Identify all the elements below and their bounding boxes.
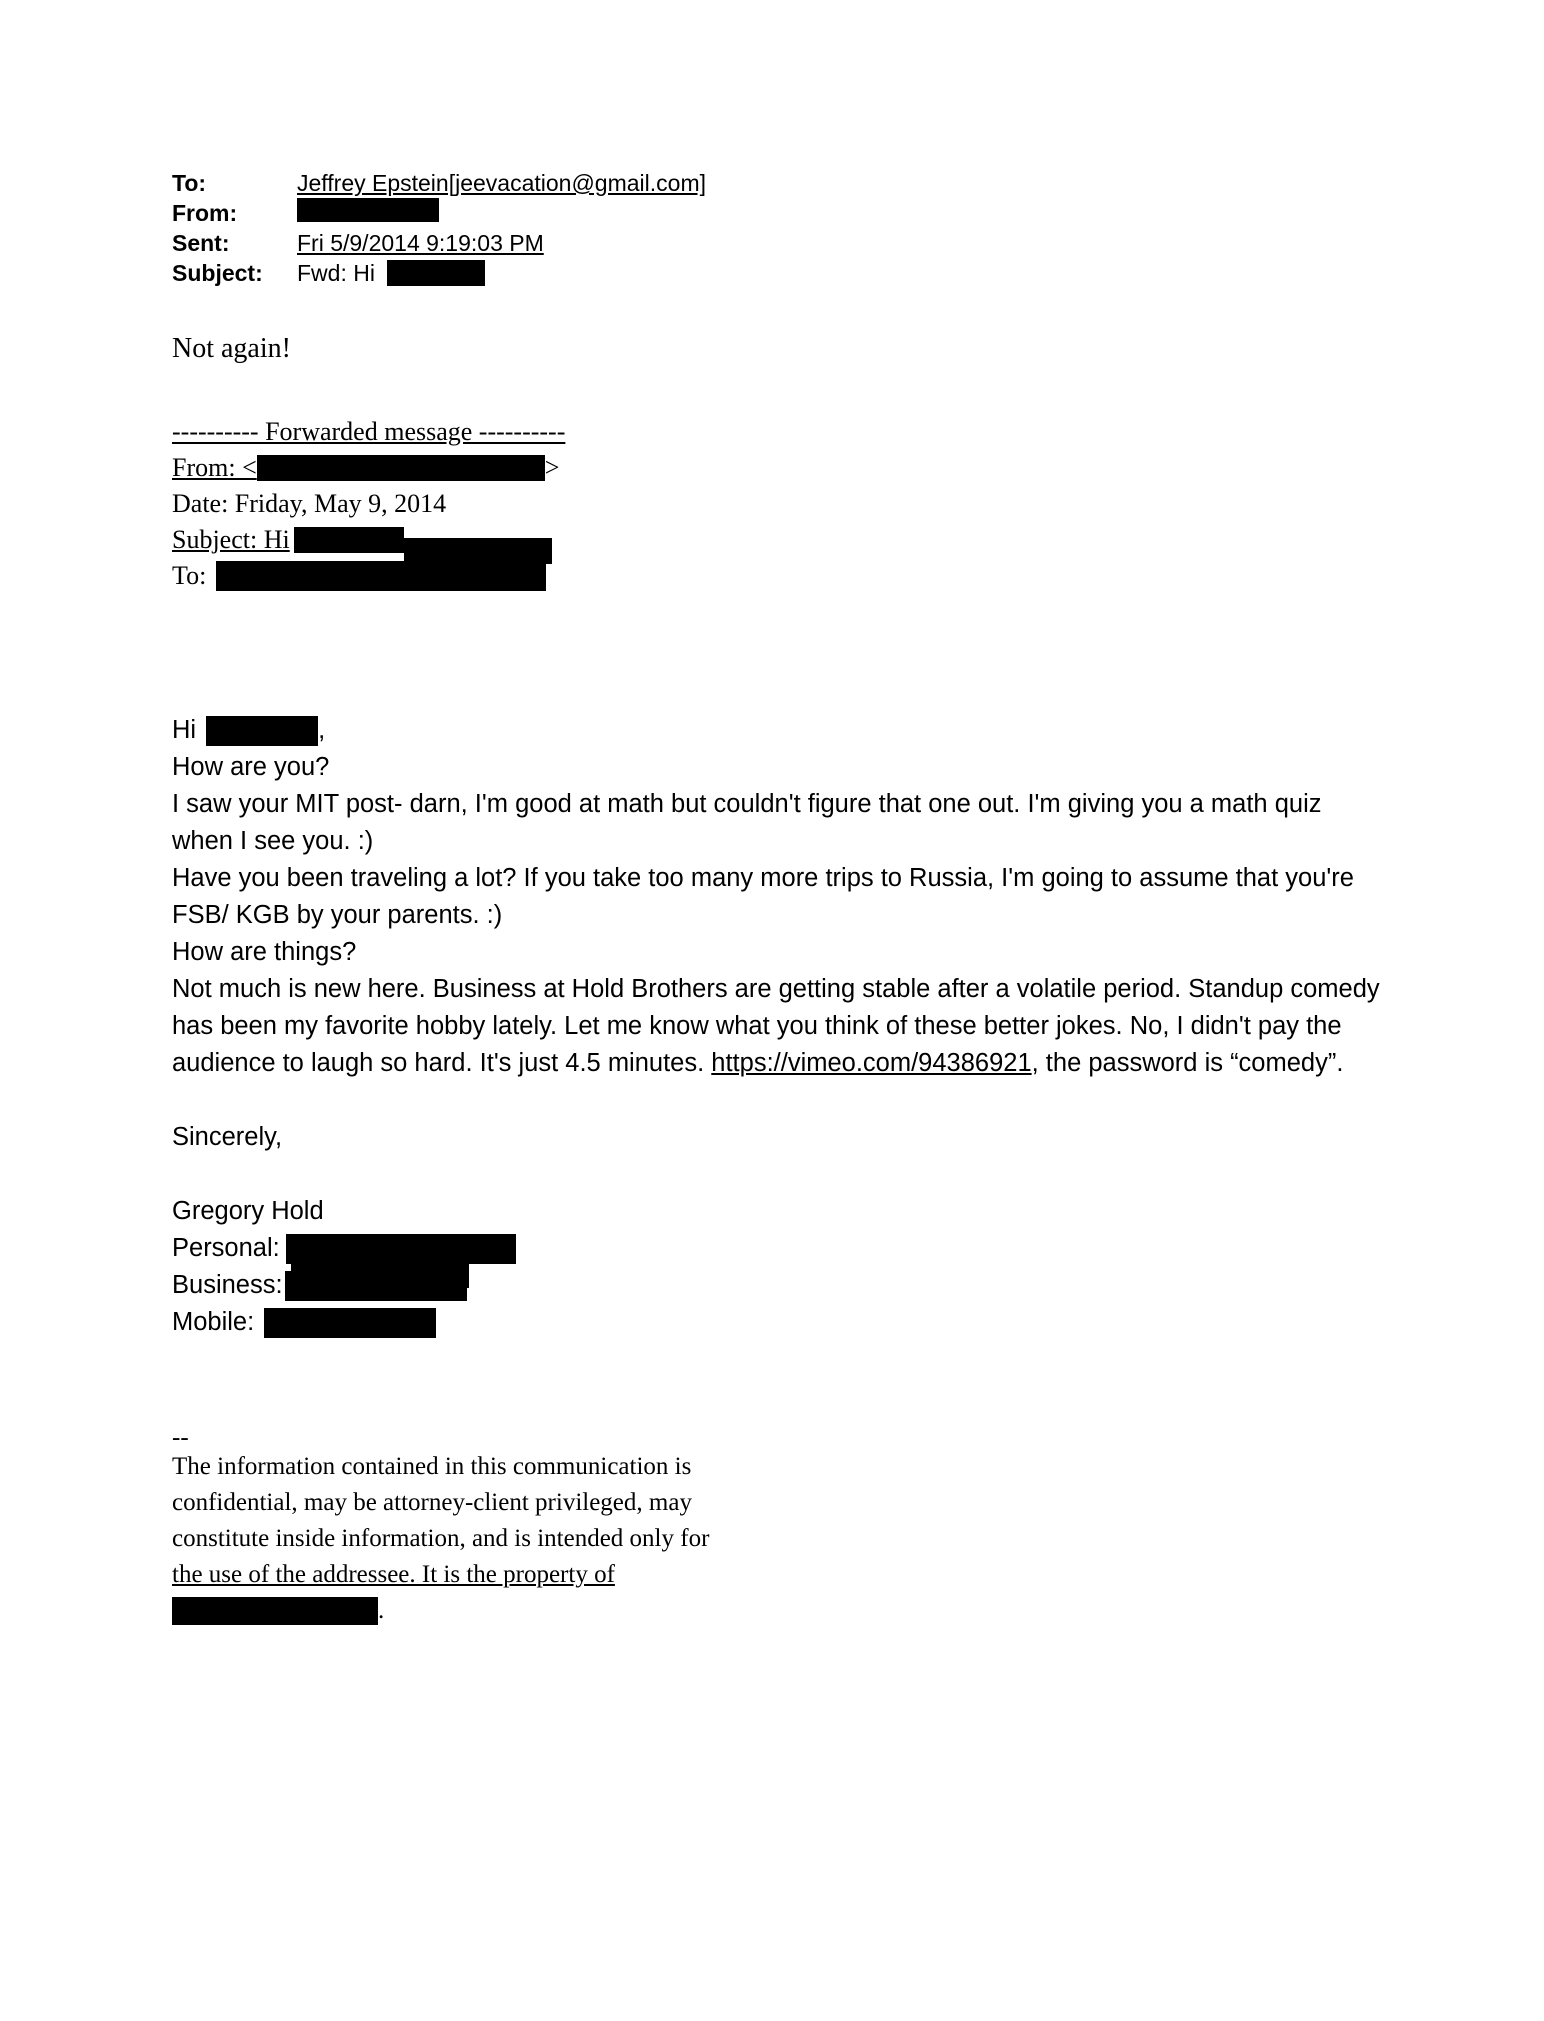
header-value-from [297,198,439,222]
redaction-bar-mobile [264,1308,436,1338]
signature-business-label: Business: [172,1271,283,1299]
forwarded-from-label: From: < [172,453,257,482]
forwarded-date [172,486,1422,522]
footer-line-3: constitute inside information, and is intended only for [172,1525,710,1552]
forwarded-divider-text: ---------- Forwarded message ---------- [172,417,566,446]
paragraph-post-link: , the password is “comedy”. [1031,1049,1344,1077]
greeting-suffix: , [318,716,326,744]
redaction-bar-forwarded-subject-2 [404,538,552,564]
forwarded-header [172,414,1422,594]
footer-dashes: -- [172,1424,189,1451]
message-paragraph-jokes [172,971,1387,1082]
redaction-bar-forwarded-from [257,455,545,481]
spacer [172,1082,1387,1119]
header-label-subject: Subject: [172,260,263,286]
message-line-2: I saw your MIT post- darn, I'm good at math but couldn't figure that one out. I'm giving you a math quiz when I see you. :) [172,790,1322,855]
vimeo-link[interactable]: https://vimeo.com/94386921 [711,1049,1032,1077]
signature-name: Gregory Hold [172,1197,324,1225]
message-closing: Sincerely, [172,1123,283,1151]
header-label-from: From: [172,200,238,226]
footer-line-4: the use of the addressee. It is the property of [172,1561,615,1588]
redaction-bar-from [297,198,439,222]
header-value-subject [297,258,485,288]
header-label-to: To: [172,170,207,196]
header-row-from [172,198,1422,228]
redaction-bar-forwarded-to [216,561,546,591]
forwarded-from-close: > [544,453,560,482]
header-row-sent [172,228,1422,258]
forwarded-to-label: To: [172,561,207,590]
redaction-bar-subject [387,260,485,286]
footer-last-line [172,1593,1422,1629]
signature-personal-label: Personal: [172,1234,280,1262]
message-line-4: How are things? [172,938,357,966]
forwarded-subject [172,522,1422,558]
message-intro: Not again! [172,333,291,364]
header-subject-text: Fwd: Hi [297,260,375,286]
message-body [172,712,1387,1156]
redaction-bar-footer [172,1597,378,1625]
message-line-1: How are you? [172,753,330,781]
signature-spacer [172,1156,1422,1193]
signature-business [172,1267,1422,1304]
footer-period: . [378,1597,385,1624]
message-greeting [172,712,1387,749]
forwarded-subject-label: Subject: Hi [172,525,290,554]
header-row-to [172,168,1422,198]
message-line-3: Have you been traveling a lot? If you take too many more trips to Russia, I'm going to assume that you're FSB/ KGB by your parents. :) [172,864,1354,929]
forwarded-date-text: Date: Friday, May 9, 2014 [172,489,447,518]
email-header [172,168,1422,288]
signature-mobile-label: Mobile: [172,1308,255,1336]
signature-mobile [172,1304,1422,1341]
header-value-to: Jeffrey Epstein[jeevacation@gmail.com] [297,170,707,196]
paragraph-pre-link: Not much is new here. Business at Hold Brothers are getting stable after a volatile period. Standup comedy has been my favorite hobby lately. Let me know what you think of these better jokes. No, I didn't pay the audience to laugh so hard. It's just 4.5 minutes. [172,975,1380,1077]
footer-line-2: confidential, may be attorney-client privileged, may [172,1489,692,1516]
document-content [172,168,1422,1629]
header-value-sent: Fri 5/9/2014 9:19:03 PM [297,230,544,256]
forwarded-from [172,450,1422,486]
forwarded-divider [172,414,1422,450]
signature-block [172,1156,1422,1341]
redaction-bar-greeting [206,716,318,746]
greeting-prefix: Hi [172,716,197,744]
header-label-sent: Sent: [172,230,230,256]
footer-line-1: The information contained in this communication is [172,1453,692,1480]
redaction-bar-forwarded-subject [294,527,404,553]
confidentiality-footer [172,1424,1422,1629]
redaction-bar-business-extra [291,1258,469,1288]
header-row-subject [172,258,1422,288]
forwarded-to [172,558,1422,594]
